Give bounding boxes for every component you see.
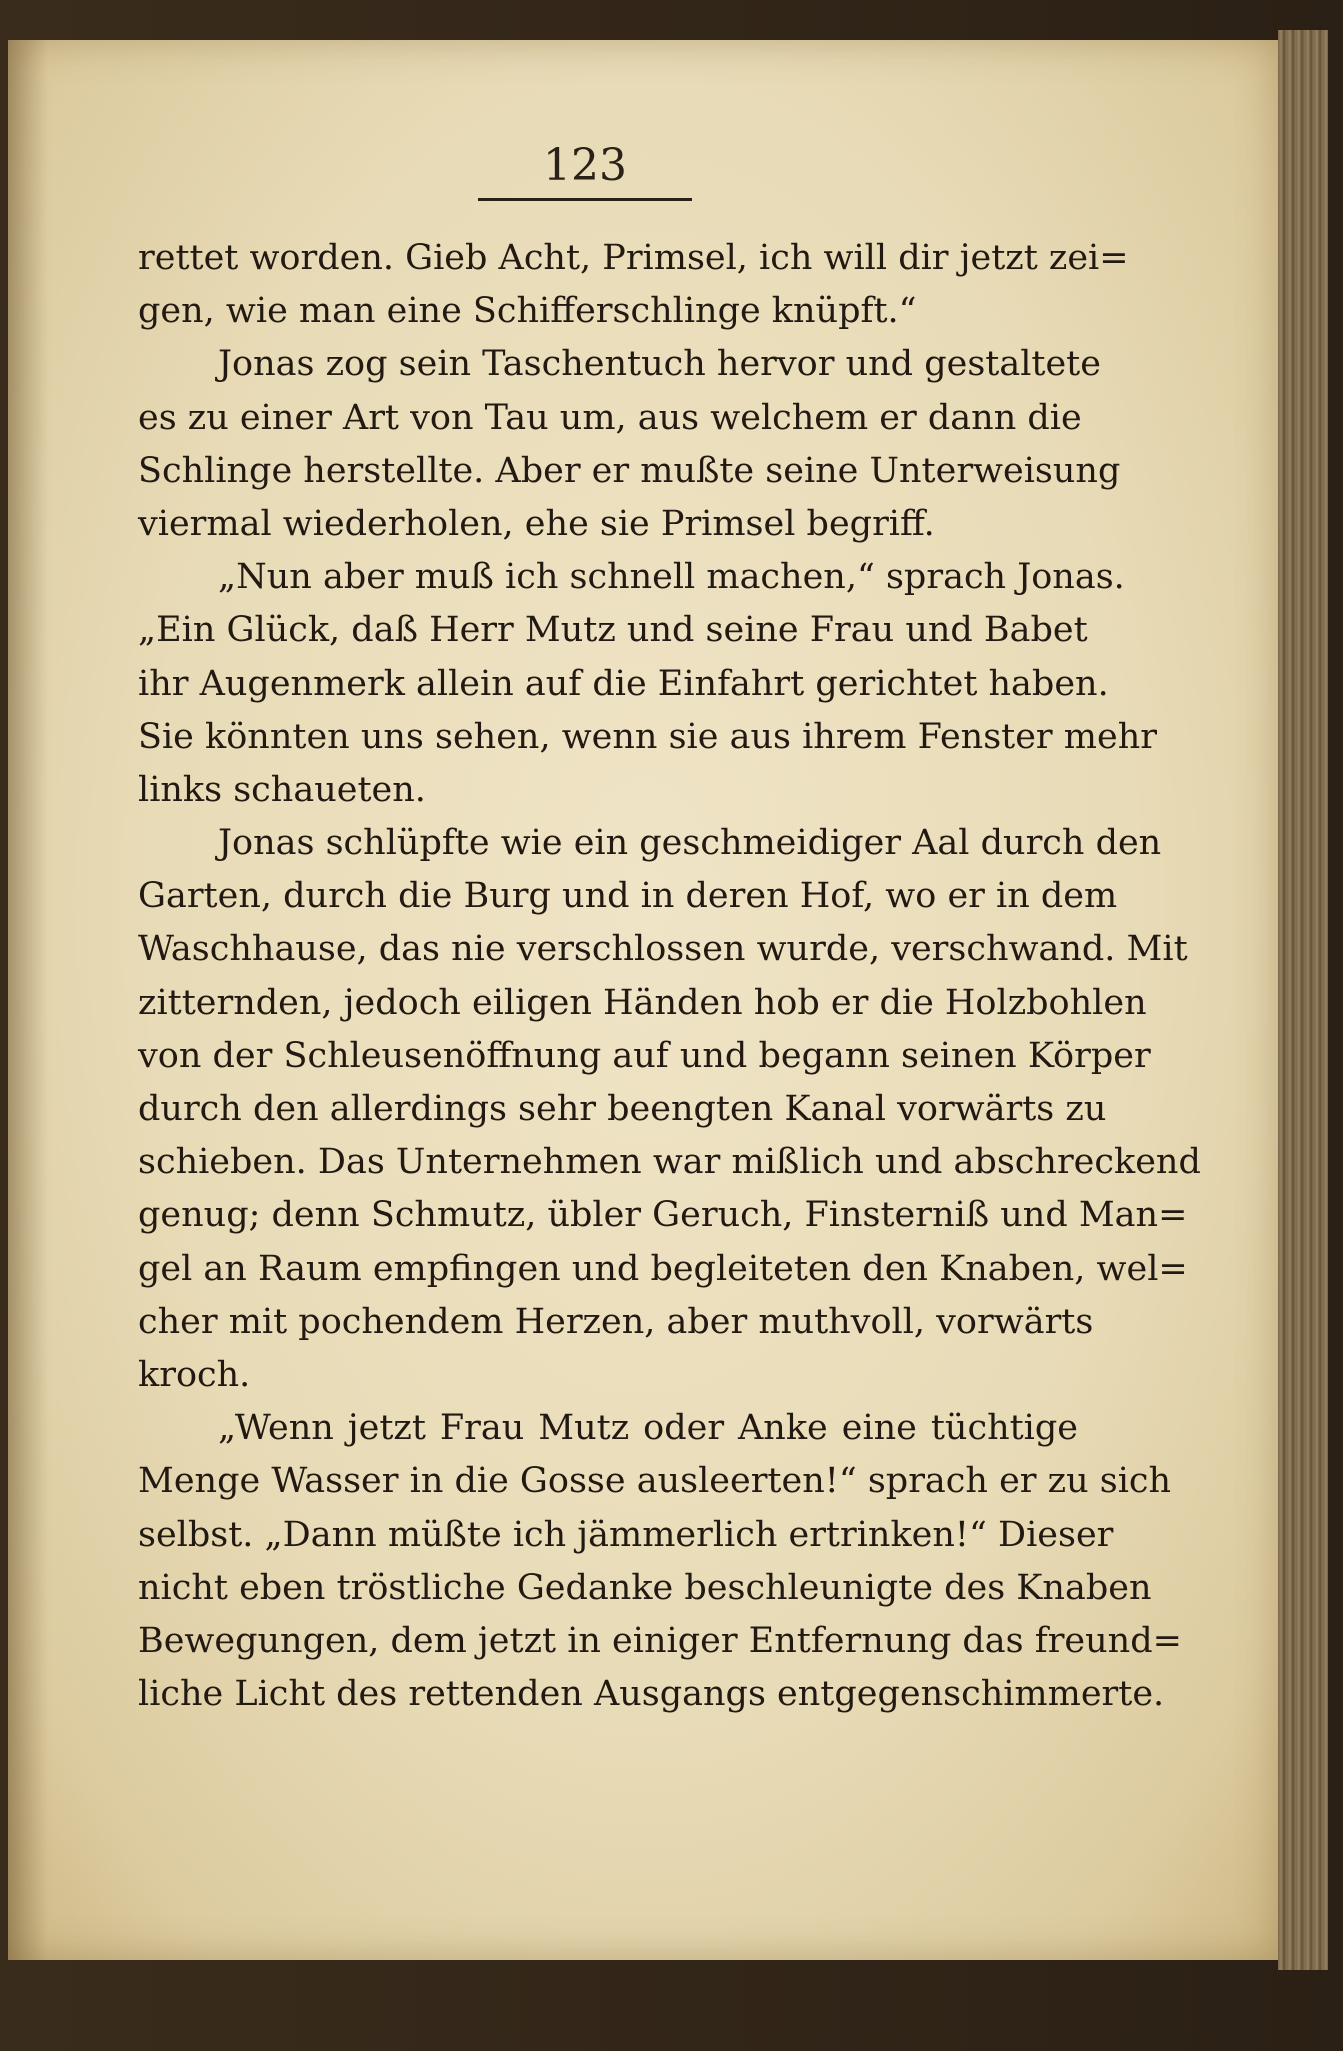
text-line: gen, wie man eine Schifferschlinge knüpft.“	[138, 291, 917, 332]
text-line: „Wenn jetzt Frau Mutz oder Anke eine tüchtige	[218, 1408, 1078, 1449]
text-line: Jonas schlüpfte wie ein geschmeidiger Aal durch den	[218, 823, 1162, 864]
text-line: nicht eben tröstliche Gedanke beschleunigte des Knaben	[138, 1567, 1152, 1608]
text-line: genug; denn Schmutz, übler Geruch, Finsterniß und Man=	[138, 1195, 1188, 1236]
text-line: Jonas zog sein Taschentuch hervor und gestaltete	[218, 344, 1101, 385]
page-edges	[1278, 30, 1328, 1970]
text-line: liche Licht des rettenden Ausgangs entgegenschimmerte.	[138, 1674, 1165, 1715]
text-line: zitternden, jedoch eiligen Händen hob er die Holzbohlen	[138, 982, 1147, 1023]
body-text	[138, 232, 1201, 1721]
text-line: kroch.	[138, 1354, 251, 1395]
text-line: viermal wiederholen, ehe sie Primsel begriff.	[138, 503, 935, 544]
text-line: gel an Raum empfingen und begleiteten den Knaben, wel=	[138, 1248, 1188, 1289]
text-line: Sie könnten uns sehen, wenn sie aus ihrem Fenster mehr	[138, 716, 1157, 757]
text-line: Schlinge herstellte. Aber er mußte seine Unterweisung	[138, 450, 1121, 491]
text-line: durch den allerdings sehr beengten Kanal vorwärts zu	[138, 1089, 1107, 1129]
page-gutter-shadow	[8, 40, 48, 1960]
text-line: selbst. „Dann müßte ich jämmerlich ertrinken!“ Dieser	[138, 1514, 1114, 1555]
text-line: cher mit pochendem Herzen, aber muthvoll, vorwärts	[138, 1301, 1094, 1342]
text-line: es zu einer Art von Tau um, aus welchem er dann die	[138, 397, 1082, 438]
text-line: Garten, durch die Burg und in deren Hof, wo er in dem	[138, 876, 1118, 917]
text-line: „Ein Glück, daß Herr Mutz und seine Frau und Babet	[138, 610, 1088, 651]
text-line: links schaueten.	[138, 769, 426, 810]
page-number: 123	[543, 140, 627, 191]
text-line: schieben. Das Unternehmen war mißlich und abschreckend	[138, 1142, 1201, 1183]
page-number-rule	[478, 198, 692, 201]
text-line: Bewegungen, dem jetzt in einiger Entfernung das freund=	[138, 1620, 1182, 1661]
text-line: rettet worden. Gieb Acht, Primsel, ich will dir jetzt zei=	[138, 238, 1129, 278]
text-line: von der Schleusenöffnung auf und begann seinen Körper	[138, 1035, 1151, 1076]
text-line: „Nun aber muß ich schnell machen,“ sprach Jonas.	[218, 557, 1125, 598]
text-line: ihr Augenmerk allein auf die Einfahrt gerichtet haben.	[138, 663, 1109, 704]
text-line: Waschhause, das nie verschlossen wurde, verschwand. Mit	[138, 929, 1188, 970]
text-line: Menge Wasser in die Gosse ausleerten!“ sprach er zu sich	[138, 1461, 1172, 1502]
